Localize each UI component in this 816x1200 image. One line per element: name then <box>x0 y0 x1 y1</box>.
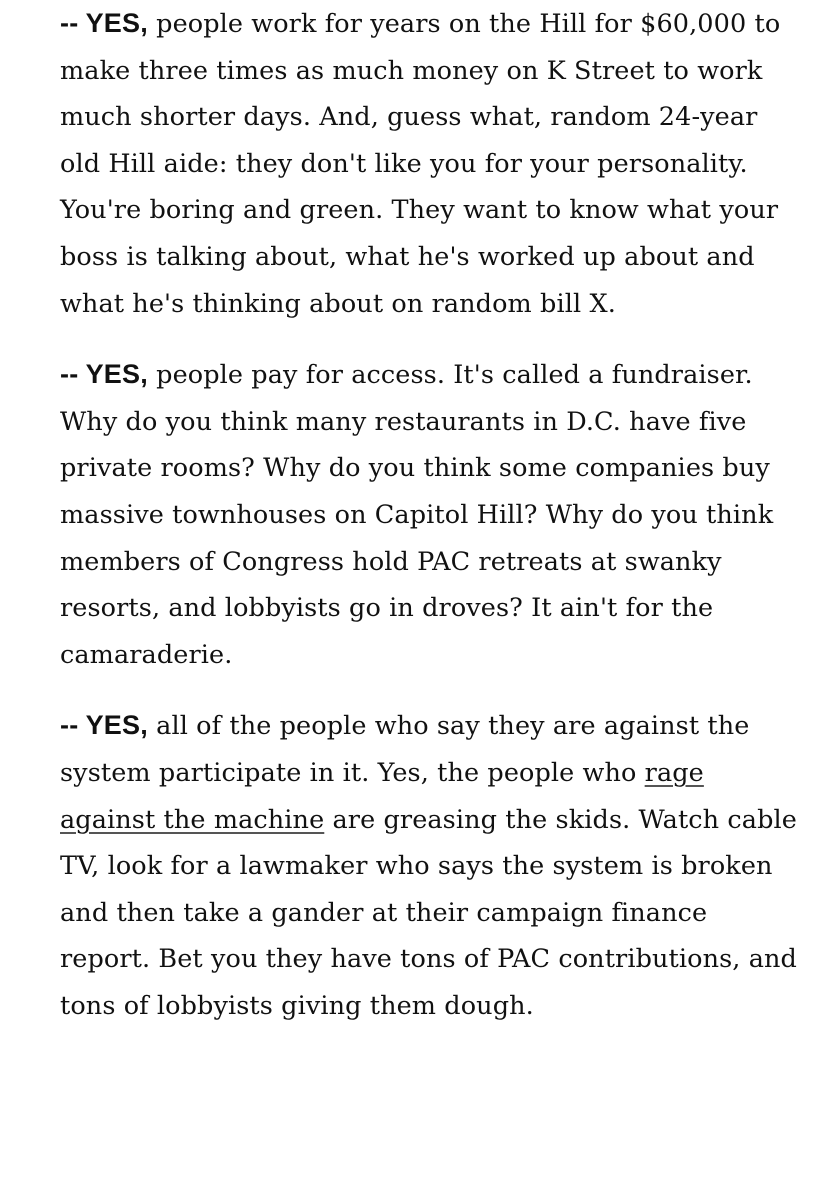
paragraph-system-participants <box>60 702 805 1029</box>
paragraph-text: people work for years on the Hill for $60,000 to make three times as much money on K Street to work much shorter days. And, guess what, random 24-year old Hill aide: they don't like you for your personality. You're boring and green. They want to know what your boss is talking about, what he's worked up about and what he's thinking about on random bill X. <box>60 9 781 319</box>
paragraph-text-before-link: all of the people who say they are against the system participate in it. Yes, the people who <box>60 711 750 788</box>
rage-against-the-machine-link[interactable]: rage against the machine <box>60 757 704 835</box>
paragraph-text: people pay for access. It's called a fundraiser. Why do you think many restaurants in D.C. have five private rooms? Why do you think some companies buy massive townhouses on Capitol Hill? Why do you think members of Congress hold PAC retreats at swanky resorts, and lobbyists go in droves? It ain't for the camaraderie. <box>60 360 774 670</box>
paragraph-text-after-link: are greasing the skids. Watch cable TV, look for a lawmaker who says the system is broken and then take a gander at their campaign finance report. Bet you they have tons of PAC contributions, and tons of lobbyists giving them dough. <box>60 804 797 1021</box>
paragraph-lead: -- YES, <box>60 8 148 38</box>
paragraph-lead: -- YES, <box>60 710 148 741</box>
paragraph-lead: -- YES, <box>60 359 148 390</box>
paragraph-pay-for-access <box>60 351 805 678</box>
article-body <box>60 0 805 1053</box>
paragraph-hill-aides <box>60 0 805 327</box>
